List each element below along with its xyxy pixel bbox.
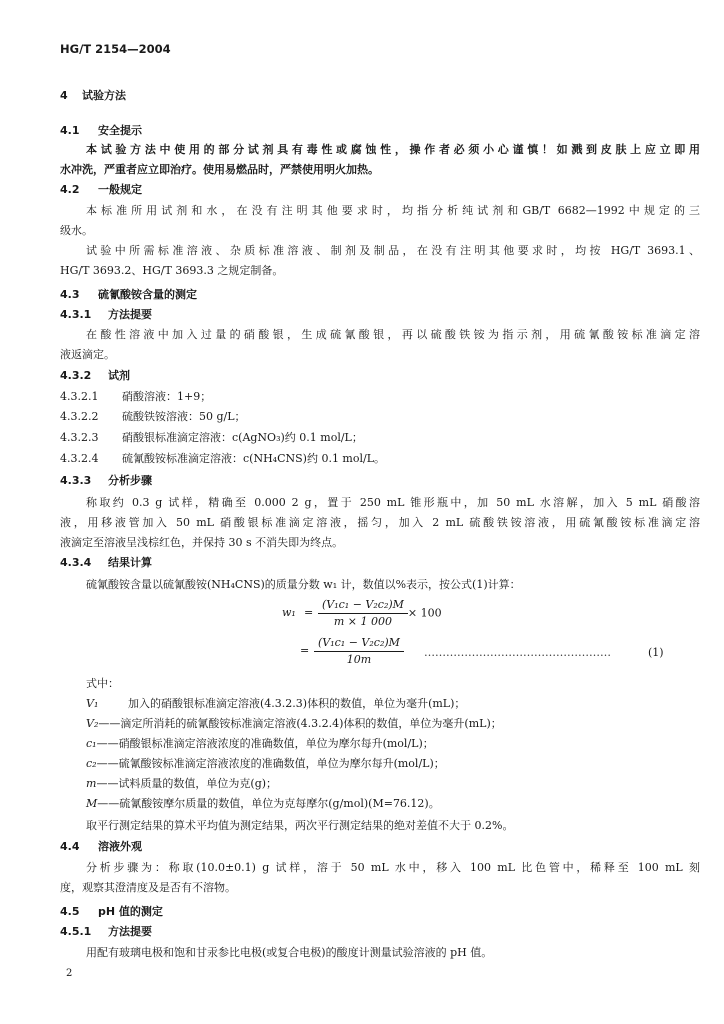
appearance-line-2: 度，观察其澄清度及是否有不溶物。 xyxy=(60,881,236,894)
safety-line-1: 本试验方法中使用的部分试剂具有毒性或腐蚀性，操作者必须小心谨慎！如溅到皮肤上应立即用 xyxy=(86,143,700,156)
section-4-2-heading: 4.2 一般规定 xyxy=(60,183,142,196)
section-4-5-1-heading: 4.5.1 方法提要 xyxy=(60,925,152,938)
variable-definition: M——硫氰酸铵摩尔质量的数值，单位为克每摩尔(g/mol)(M=76.12)。 xyxy=(86,797,440,810)
section-4-4-heading: 4.4 溶液外观 xyxy=(60,840,142,853)
safety-line-2: 水冲洗，严重者应立即治疗。使用易燃品时，严禁使用明火加热。 xyxy=(60,163,379,176)
section-4-1-heading: 4.1 安全提示 xyxy=(60,124,142,137)
general-line-1: 本标准所用试剂和水，在没有注明其他要求时，均指分析纯试剂和GB/T 6682—1992中规定的三 xyxy=(86,204,700,217)
general-line-2: 级水。 xyxy=(60,224,93,237)
principle-line-1: 在酸性溶液中加入过量的硝酸银，生成硫氰酸银，再以硫酸铁铵为指示剂，用硫氰酸铵标准滴定溶 xyxy=(86,328,700,341)
section-4-3-3-heading: 4.3.3 分析步骤 xyxy=(60,474,152,487)
calculation-intro: 硫氰酸铵含量以硫氰酸铵(NH₄CNS)的质量分数 w₁ 计，数值以%表示，按公式(1)计算： xyxy=(86,578,521,591)
variable-definition: c₂——硫氰酸铵标准滴定溶液浓度的准确数值，单位为摩尔每升(mol/L)； xyxy=(86,757,445,770)
section-4-3-4-heading: 4.3.4 结果计算 xyxy=(60,556,152,569)
variable-definition: V₂——滴定所消耗的硫氰酸铵标准滴定溶液(4.3.2.4)体积的数值，单位为毫升(mL)； xyxy=(86,717,502,730)
result-statement: 取平行测定结果的算术平均值为测定结果，两次平行测定结果的绝对差值不大于 0.2%。 xyxy=(86,819,514,832)
ph-principle-line: 用配有玻璃电极和饱和甘汞参比电极(或复合电极)的酸度计测量试验溶液的 pH 值。 xyxy=(86,946,493,959)
general-line-3: 试验中所需标准溶液、杂质标准溶液、制剂及制品，在没有注明其他要求时，均按 HG/T 3693.1、 xyxy=(86,244,700,257)
variable-definition: V₁ 加入的硝酸银标准滴定溶液(4.3.2.3)体积的数值，单位为毫升(mL)； xyxy=(86,697,466,710)
appearance-line-1: 分析步骤为：称取(10.0±0.1) g 试样，溶于 50 mL 水中，移入 100 mL 比色管中，稀释至 100 mL 刻 xyxy=(86,861,700,874)
procedure-line-1: 称取约 0.3 g 试样，精确至 0.000 2 g，置于 250 mL 锥形瓶中，加 50 mL 水溶解，加入 5 mL 硝酸溶 xyxy=(86,496,700,509)
procedure-line-2: 液，用移液管加入 50 mL 硝酸银标准滴定溶液，摇匀，加入 2 mL 硫酸铁铵溶液，用硫氰酸铵标准滴定溶 xyxy=(60,516,700,529)
formula-leader: …………………………………………… xyxy=(424,646,611,659)
reagent-item: 4.3.2.1 硝酸溶液：1+9； xyxy=(60,390,212,403)
standard-code: HG/T 2154—2004 xyxy=(60,42,171,56)
variable-definition: m——试料质量的数值，单位为克(g)； xyxy=(86,777,278,790)
general-line-4: HG/T 3693.2、HG/T 3693.3 之规定制备。 xyxy=(60,264,284,277)
formula-number: (1) xyxy=(648,646,664,659)
principle-line-2: 液返滴定。 xyxy=(60,348,115,361)
section-4-3-1-heading: 4.3.1 方法提要 xyxy=(60,308,152,321)
section-4-5-heading: 4.5 pH 值的测定 xyxy=(60,905,163,918)
reagent-item: 4.3.2.3 硝酸银标准滴定溶液：c(AgNO₃)约 0.1 mol/L； xyxy=(60,431,363,444)
section-4-heading: 4 试验方法 xyxy=(60,89,126,102)
section-4-3-heading: 4.3 硫氰酸铵含量的测定 xyxy=(60,288,197,301)
procedure-line-3: 液滴定至溶液呈浅棕红色，并保持 30 s 不消失即为终点。 xyxy=(60,536,344,549)
reagent-item: 4.3.2.2 硫酸铁铵溶液：50 g/L； xyxy=(60,410,246,423)
section-4-3-2-heading: 4.3.2 试剂 xyxy=(60,369,130,382)
page-number: 2 xyxy=(66,968,73,979)
where-label: 式中： xyxy=(86,677,119,690)
variable-definition: c₁——硝酸银标准滴定溶液浓度的准确数值，单位为摩尔每升(mol/L)； xyxy=(86,737,434,750)
reagent-item: 4.3.2.4 硫氰酸铵标准滴定溶液：c(NH₄CNS)约 0.1 mol/L。 xyxy=(60,452,386,465)
formula-line-2: = $\frac{\text{(V₁c₁ − V₂c₂)M}}{10m}$ xyxy=(300,636,404,667)
formula-line-1: w₁ = $\frac{\text{(V₁c₁ − V₂c₂)M}}{m \times 1 000}$ × 100 xyxy=(282,598,442,628)
